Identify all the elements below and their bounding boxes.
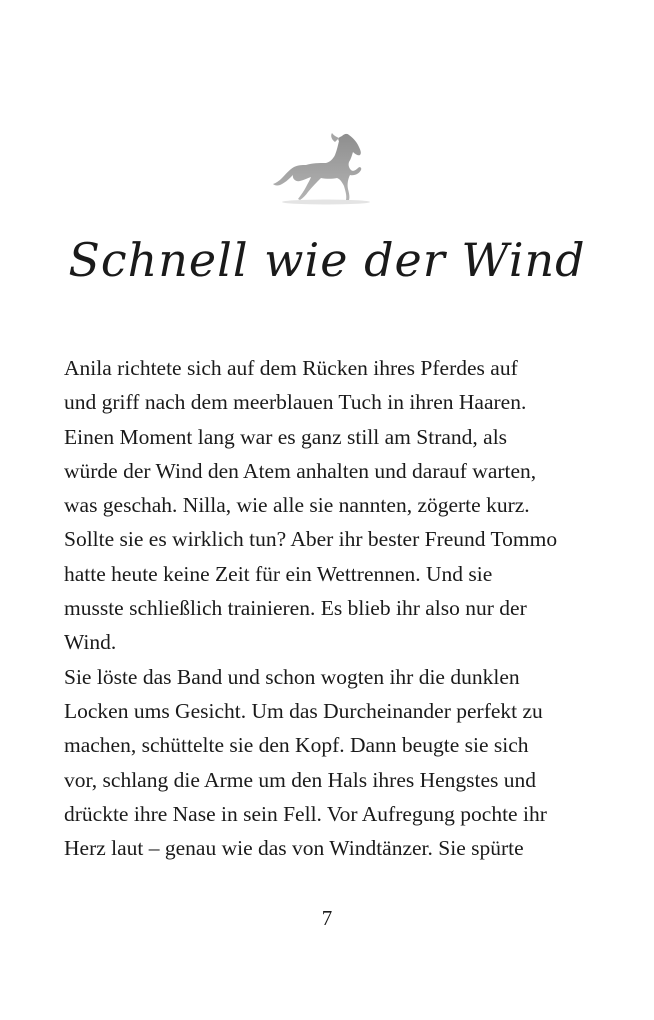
text-line: würde der Wind den Atem anhalten und darauf warten, bbox=[64, 458, 537, 483]
text-line: drückte ihre Nase in sein Fell. Vor Aufregung pochte ihr bbox=[64, 801, 547, 826]
page-number: 7 bbox=[321, 906, 333, 930]
text-line: musste schließlich trainieren. Es blieb ihr also nur der bbox=[64, 596, 527, 621]
text-line: Anila richtete sich auf dem Rücken ihres Pferdes auf bbox=[64, 356, 518, 380]
text-line: hatte heute keine Zeit für ein Wettrennen. Und sie bbox=[64, 561, 493, 586]
galloping-horse-icon bbox=[272, 132, 376, 206]
body-text bbox=[64, 351, 604, 865]
text-line: Locken ums Gesicht. Um das Durcheinander perfekt zu bbox=[64, 698, 543, 723]
text-line: machen, schüttelte sie den Kopf. Dann beugte sie sich bbox=[64, 733, 529, 758]
chapter-title: Schnell wie der Wind bbox=[68, 233, 586, 287]
text-line: Einen Moment lang war es ganz still am Strand, als bbox=[64, 424, 508, 449]
text-line: Sie löste das Band und schon wogten ihr die dunklen bbox=[64, 664, 520, 689]
text-line: Wind. bbox=[64, 630, 117, 655]
text-line: und griff nach dem meerblauen Tuch in ihren Haaren. bbox=[64, 390, 527, 415]
text-line: Sollte sie es wirklich tun? Aber ihr bester Freund Tommo bbox=[64, 527, 558, 552]
text-line: Herz laut – genau wie das von Windtänzer. Sie spürte bbox=[64, 836, 524, 861]
text-line: was geschah. Nilla, wie alle sie nannten, zögerte kurz. bbox=[64, 493, 530, 518]
text-line: vor, schlang die Arme um den Hals ihres Hengstes und bbox=[64, 767, 537, 792]
